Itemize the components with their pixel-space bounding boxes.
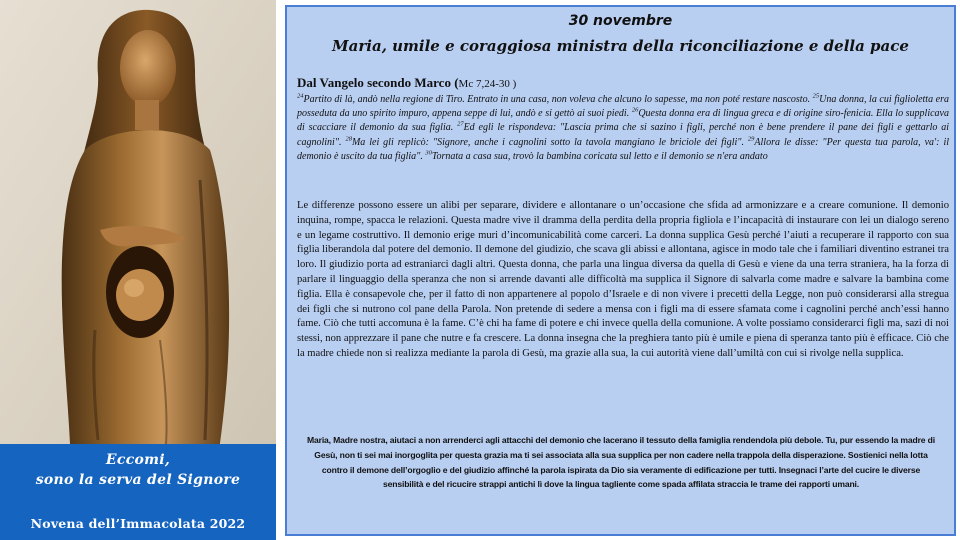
page-title: Maria, umile e coraggiosa ministra della riconciliazione e della pace xyxy=(332,37,909,55)
left-panel xyxy=(0,0,276,540)
reflection-text: Le differenze possono essere un alibi per separare, dividere e allontanare o un’occasione che sfida ad armonizzare e a creare comunione. Il demonio inquina, rompe, spacca le relazioni. Questa madre vive il dramma della perdita della propria figliola e l’incapacità di instaurare con lei un dialogo sereno e un legame costruttivo. Il demonio erige muri d’incomunicabilità come carceri. La donna supplica Gesù perché l’aiuti a recuperare il rapporto con sua figlia liberandola dal potere del demonio. Il demone del giudizio, che scava gli abissi e allontana, agisce in modo tale che i familiari diventino estranei tra loro. Il giudizio porta ad estraniarci dagli altri. Questa donna, che parla una lingua diversa da quella di Gesù e viene da una terra straniera, ha la forza di parlare il linguaggio della speranza che non si arrende davanti alle difficoltà ma supplica il Signore di salvarla come madre e salvare la bambina come figlia. Ella è consapevole che, per il fatto di non appartenere al popolo d’Israele e di non vivere i precetti della Legge, non può considerarsi alla stregua dei figli che si nutrono col pane della Parola. Non pretende di sedere a mensa con i figli ma di essere sfamata come i cagnolini perché anch’essi hanno fame. Ciò che tutti accomuna è la fame. C’è chi ha fame di potere e chi invece quella della comunione. A volte possiamo considerarci figli ma, sazi di noi stessi, non apprezzare il pane che nutre e fa crescere. La donna insegna che la preghiera tanto più è umile e piena di speranza tanto più è efficace. Ciò che la madre chiede non si realizza mediante la parola di Gesù, ma grazie alla sua, la cui autorità viene dall’umiltà con cui si rivolge nella supplica. xyxy=(297,200,949,359)
verse-text: Partito di là, andò nella regione di Tiro. Entrato in una casa, non voleva che alcuno lo sapesse, ma non poté restare nascosto. xyxy=(303,94,813,105)
prayer-text: Maria, Madre nostra, aiutaci a non arrenderci agli attacchi del demonio che lacerano il tessuto della famiglia rendendola più debole. Tu, pur essendo la madre di Gesù, non ti sei mai inorgoglita per questa grazia ma ti sei associata alla sua supplica per non cadere nella trappola della disperazione. Sostienici nella lotta contro il demone dell’orgoglio e del giudizio affinché la parola ispirata da Dio sia veramente di edificazione per tutti. Insegnaci l’arte del cucire le diverse sensibilità e del ricucire strappi antichi lì dove la lingua tagliente come spada affilata straccia le trame dei rapporti umani. xyxy=(306,435,936,490)
caption-box xyxy=(0,444,276,540)
verse-text: Tornata a casa sua, trovò la bambina coricata sul letto e il demonio se n'era andato xyxy=(431,150,768,162)
date-heading: 30 novembre xyxy=(568,13,673,29)
verse-number: 30 xyxy=(425,149,432,157)
verse-number: 27 xyxy=(457,121,464,129)
verse-text: Una donna, la cui figlioletta era posseduta da uno spirito impuro, appena seppe di lui, andò e si gettò ai suoi piedi. xyxy=(297,94,949,120)
verse-text: Allora le disse: "Per questa tua parola, va': il demonio è uscito da tua figlia". xyxy=(297,136,949,162)
caption-line-1: Eccomi, xyxy=(105,452,171,468)
verse-number: 24 xyxy=(297,92,304,100)
gospel-passage xyxy=(297,93,949,164)
gospel-heading-text: Dal Vangelo secondo Marco ( xyxy=(297,75,459,90)
verse-number: 28 xyxy=(345,135,352,143)
statue-illustration xyxy=(0,0,276,444)
verse-text: Ma lei gli replicò: "Signore, anche i cagnolini sotto la tavola mangiano le briciole dei figli". xyxy=(351,136,748,148)
madonna-statue-image xyxy=(0,0,276,444)
caption-line-2: sono la serva del Signore xyxy=(35,472,241,488)
verse-number: 29 xyxy=(747,135,755,143)
verse-text: Ed egli le rispondeva: "Lascia prima che si sazino i figli, perché non è bene prendere il pane dei figli e gettarlo ai cagnolini". xyxy=(297,122,949,148)
verse-number: 25 xyxy=(812,92,820,100)
main-panel xyxy=(285,5,956,536)
verse-number: 26 xyxy=(631,106,639,114)
verse-text: Questa donna era di lingua greca e di origine siro-fenicia. Ella lo supplicava di scacciare il demonio da sua figlia. xyxy=(297,108,949,134)
gospel-reference: Mc 7,24-30 ) xyxy=(458,78,517,90)
gospel-heading xyxy=(297,75,937,91)
novena-label: Novena dell’Immacolata 2022 xyxy=(30,516,246,531)
